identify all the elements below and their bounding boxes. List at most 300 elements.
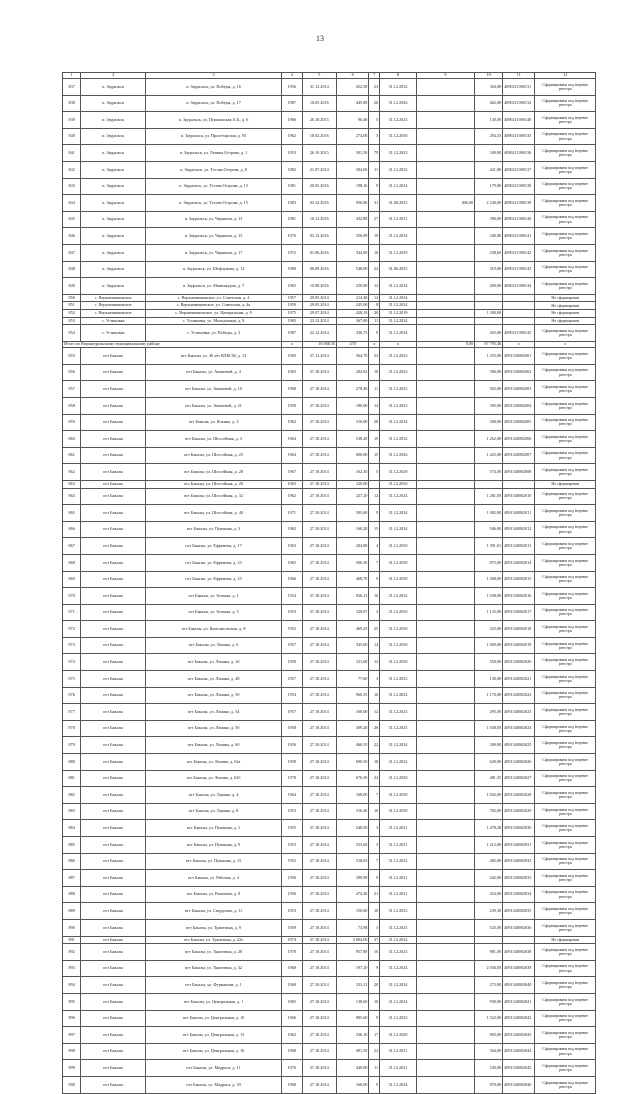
settlement-cell: пгт Бакалы	[81, 554, 146, 571]
address-cell: пгт Бакалы, ул. Рахимова, д. 8	[146, 886, 282, 903]
deadline-cell: 31.12.2029	[380, 464, 417, 481]
row-number: 852	[63, 309, 81, 317]
date-cell: 27.10.2014	[302, 1010, 337, 1027]
code-cell: 4091340002025	[503, 737, 535, 754]
area-cell: 138,60	[337, 993, 369, 1010]
deadline-cell: 31.12.2030	[380, 604, 417, 621]
deadline-cell: 31.12.2030	[380, 654, 417, 671]
year-built-cell: 1957	[282, 637, 303, 654]
address-cell: с. Устиновка, ул. Молодежная, д. 8	[146, 317, 282, 325]
residents-cell: 16	[369, 687, 380, 704]
deadline-cell: 31.12.2024	[380, 302, 417, 310]
area-cell: 452,50	[337, 79, 369, 96]
address-cell: пгт Бакалы, ул. Ларина, д. 8	[146, 803, 282, 820]
settlement-cell: пгт Бакалы	[81, 720, 146, 737]
residents-cell: 9	[369, 1010, 380, 1027]
address-cell: пгт Бакалы, ул. Комсомольская, д. 8	[146, 621, 282, 638]
settlement-cell: пгт Бакалы	[81, 654, 146, 671]
year-built-cell: 1953	[282, 145, 303, 162]
status-cell: Сформирована под ведение реестра	[535, 521, 596, 538]
area-cell: 960,35	[337, 687, 369, 704]
residents-cell: 3	[369, 919, 380, 936]
status-cell: Сформирована под ведение реестра	[535, 787, 596, 804]
row-number: 887	[63, 870, 81, 887]
year-built-cell: 1976	[282, 228, 303, 245]
row-number: 875	[63, 671, 81, 688]
area-cell: 160,00	[337, 704, 369, 721]
status-cell: Сформирована под ведение реестра	[535, 737, 596, 754]
code-cell: 4091340002007	[503, 447, 535, 464]
settlement-cell: пгт Бакалы	[81, 571, 146, 588]
column-9-cell	[416, 397, 474, 414]
address-cell: пгт Бакалы, ул. Шоссейная, д. 28	[146, 480, 282, 488]
residents-cell: 5	[369, 128, 380, 145]
settlement-cell: пгт Бакалы	[81, 803, 146, 820]
row-number: 880	[63, 754, 81, 771]
row-number: 876	[63, 687, 81, 704]
deadline-cell: 31.12.2024	[380, 993, 417, 1010]
code-cell	[503, 302, 535, 310]
year-built-cell: 1966	[282, 112, 303, 129]
date-cell: 27.10.2014	[302, 704, 337, 721]
status-cell: Сформирована под ведение реестра	[535, 754, 596, 771]
year-built-cell: 1981	[282, 211, 303, 228]
code-cell: 4090211000143	[503, 261, 535, 278]
year-built-cell: 1987	[282, 95, 303, 112]
settlement-cell: п. Зауральск	[81, 261, 146, 278]
table-row	[63, 1043, 596, 1060]
settlement-cell: пгт Бакалы	[81, 588, 146, 605]
code-cell: 4091340002044	[503, 1043, 535, 1060]
code-cell: 4091340002018	[503, 621, 535, 638]
status-cell: Сформирована под ведение реестра	[535, 886, 596, 903]
row-number: 843	[63, 178, 81, 195]
residents-cell: 31	[369, 195, 380, 212]
address-cell: пгт Бакалы, ул. Ильина, д. 3	[146, 414, 282, 431]
row-number: 870	[63, 588, 81, 605]
date-cell: 27.10.2014	[302, 1043, 337, 1060]
area-cell: 250,90	[337, 278, 369, 295]
area-cell: 336,10	[337, 1027, 369, 1044]
code-cell: 4090211000137	[503, 161, 535, 178]
address-cell: пгт Бакалы, ул. Аюкаевой, д. 10	[146, 381, 282, 398]
deadline-cell: 31.12.2025	[380, 919, 417, 936]
area-cell: 3 004,00	[337, 936, 369, 944]
year-built-cell: 1978	[282, 944, 303, 961]
area-cell: 491,50	[337, 1043, 369, 1060]
date-cell: 29.05.2014	[302, 302, 337, 310]
settlement-cell: пгт Бакалы	[81, 604, 146, 621]
code-cell: 4091340002032	[503, 853, 535, 870]
residents-cell: 3	[369, 671, 380, 688]
residents-cell: 15	[369, 447, 380, 464]
cost-cell: 549,00	[475, 1060, 503, 1077]
table-row	[63, 1076, 596, 1093]
date-cell: 27.10.2014	[302, 687, 337, 704]
area-cell: 445,80	[337, 95, 369, 112]
status-cell: Сформирована под ведение реестра	[535, 654, 596, 671]
table-row	[63, 671, 596, 688]
column-9-cell	[416, 302, 474, 310]
residents-cell: 19	[369, 228, 380, 245]
date-cell: 03.12.2016	[302, 228, 337, 245]
date-cell: 26.10.2015	[302, 112, 337, 129]
cost-cell: 1 522,00	[475, 1010, 503, 1027]
status-cell: Сформирована под ведение реестра	[535, 1076, 596, 1093]
row-number: 868	[63, 554, 81, 571]
year-built-cell: 1965	[282, 993, 303, 1010]
row-number: 873	[63, 637, 81, 654]
code-cell: 4091340002015	[503, 571, 535, 588]
deadline-cell: 31.12.2029	[380, 244, 417, 261]
column-9-cell	[416, 944, 474, 961]
area-cell: 278,46	[337, 381, 369, 398]
column-9-cell	[416, 1010, 474, 1027]
area-cell: 428,10	[337, 309, 369, 317]
year-built-cell: 1966	[282, 571, 303, 588]
residents-cell: 14	[369, 294, 380, 302]
cost-cell: 870,00	[475, 1076, 503, 1093]
settlement-cell: пгт Бакалы	[81, 1027, 146, 1044]
cost-cell	[475, 294, 503, 302]
cost-cell: 395,00	[475, 397, 503, 414]
code-cell: 4090211000135	[503, 128, 535, 145]
table-row	[63, 364, 596, 381]
settlement-cell: п. Зауральск	[81, 128, 146, 145]
cost-cell: 325,00	[475, 621, 503, 638]
group-total-cell: х	[535, 341, 596, 348]
code-cell: 4091340002010	[503, 488, 535, 505]
settlement-cell: п. Зауральск	[81, 228, 146, 245]
residents-cell: 16	[369, 588, 380, 605]
code-cell: 4091340002041	[503, 993, 535, 1010]
column-9-cell	[416, 480, 474, 488]
header-cell: 12	[535, 73, 596, 79]
date-cell: 27.10.2014	[302, 770, 337, 787]
settlement-cell: пгт Бакалы	[81, 447, 146, 464]
row-number: 893	[63, 960, 81, 977]
address-cell: п. Зауральск, ул. Тосова Острова, д. 15	[146, 195, 282, 212]
area-cell: 468,70	[337, 571, 369, 588]
column-9-cell	[416, 145, 474, 162]
cost-cell: 269,00	[475, 278, 503, 295]
year-built-cell: 1963	[282, 364, 303, 381]
table-row	[63, 302, 596, 310]
cost-cell: 295,00	[475, 704, 503, 721]
code-cell: 4091340002031	[503, 837, 535, 854]
table-row	[63, 837, 596, 854]
year-built-cell: 1959	[282, 919, 303, 936]
column-9-cell	[416, 447, 474, 464]
date-cell: 27.10.2014	[302, 754, 337, 771]
settlement-cell: пгт Бакалы	[81, 870, 146, 887]
year-built-cell: 1972	[282, 244, 303, 261]
date-cell: 27.10.2014	[302, 554, 337, 571]
column-9-cell	[416, 654, 474, 671]
row-number: 884	[63, 820, 81, 837]
table-row	[63, 820, 596, 837]
table-row	[63, 993, 596, 1010]
column-9-cell	[416, 960, 474, 977]
code-cell: 4091340002001	[503, 348, 535, 365]
residents-cell: 79	[369, 145, 380, 162]
deadline-cell: 31.12.2030	[380, 637, 417, 654]
code-cell: 4091340002003	[503, 381, 535, 398]
residents-cell: 14	[369, 637, 380, 654]
area-cell: 436,75	[337, 325, 369, 342]
address-cell: п. Зауральск, ул. Пролетарская, д. 95	[146, 128, 282, 145]
address-cell: пгт Бакалы, ул. Пушкина, д. 1	[146, 820, 282, 837]
address-cell: пгт Бакалы, ул. Ленина, д. 50	[146, 687, 282, 704]
address-cell: пгт Бакалы, ул. Ефремова, д. 17	[146, 538, 282, 555]
table-row	[63, 1010, 596, 1027]
cost-cell: 442,00	[475, 870, 503, 887]
code-cell: 4091340002014	[503, 554, 535, 571]
deadline-cell: 31.12.2021	[380, 820, 417, 837]
table-row	[63, 112, 596, 129]
status-cell: Не сформирован	[535, 294, 596, 302]
area-cell: 245,00	[337, 302, 369, 310]
residents-cell: 9	[369, 325, 380, 342]
settlement-cell: пгт Бакалы	[81, 464, 146, 481]
cost-cell: 340,80	[475, 228, 503, 245]
cost-cell: 1 391,61	[475, 538, 503, 555]
year-built-cell: 1953	[282, 803, 303, 820]
column-9-cell	[416, 488, 474, 505]
area-cell: 957,80	[337, 944, 369, 961]
residents-cell: 22	[369, 348, 380, 365]
residents-cell: 9	[369, 870, 380, 887]
residents-cell: 21	[369, 886, 380, 903]
status-cell: Сформирована под ведение реестра	[535, 903, 596, 920]
column-9-cell	[416, 621, 474, 638]
column-9-cell	[416, 720, 474, 737]
cost-cell: 981,00	[475, 944, 503, 961]
year-built-cell: 1971	[282, 505, 303, 522]
address-cell: п. Зауральск, ул. Тосова Острова, д. 8	[146, 161, 282, 178]
cost-cell: 1 281,00	[475, 488, 503, 505]
code-cell: 4091340002033	[503, 870, 535, 887]
address-cell: пгт Бакалы, ул. Ленина, д. 62б	[146, 770, 282, 787]
cost-cell: 454,00	[475, 886, 503, 903]
status-cell: Сформирована под ведение реестра	[535, 261, 596, 278]
settlement-cell: пгт Бакалы	[81, 704, 146, 721]
code-cell: 4091340002036	[503, 919, 535, 936]
column-9-cell	[416, 687, 474, 704]
address-cell: пгт Бакалы, ул. Ленина, д. 48	[146, 671, 282, 688]
row-number: 881	[63, 770, 81, 787]
date-cell: 26.10.2015	[302, 145, 337, 162]
table-row	[63, 211, 596, 228]
residents-cell: 16	[369, 244, 380, 261]
deadline-cell: 31.12.2024	[380, 505, 417, 522]
status-cell: Сформирована под ведение реестра	[535, 919, 596, 936]
cost-cell: 1 368,00	[475, 571, 503, 588]
group-total-cell: 0,00	[416, 341, 474, 348]
date-cell: 27.10.2014	[302, 480, 337, 488]
cost-cell: 782,00	[475, 803, 503, 820]
column-9-cell	[416, 820, 474, 837]
code-cell: 4091340002019	[503, 637, 535, 654]
year-built-cell: 1974	[282, 936, 303, 944]
column-9-cell	[416, 637, 474, 654]
area-cell: 564,70	[337, 348, 369, 365]
residents-cell: 7	[369, 787, 380, 804]
deadline-cell: 31.12.2021	[380, 1043, 417, 1060]
deadline-cell: 31.12.2023	[380, 145, 417, 162]
column-9-cell	[416, 521, 474, 538]
column-9-cell	[416, 671, 474, 688]
row-number: 845	[63, 211, 81, 228]
status-cell: Не сформирован	[535, 309, 596, 317]
status-cell: Сформирована под ведение реестра	[535, 161, 596, 178]
date-cell: 23.12.2014	[302, 317, 337, 325]
deadline-cell: 31.12.2022	[380, 687, 417, 704]
row-number: 899	[63, 1060, 81, 1077]
header-cell: 9	[416, 73, 474, 79]
table-row	[63, 521, 596, 538]
area-cell: 553,60	[337, 837, 369, 854]
deadline-cell: 31.12.2023	[380, 348, 417, 365]
status-cell: Сформирована под ведение реестра	[535, 1027, 596, 1044]
column-9-cell	[416, 704, 474, 721]
date-cell: 27.10.2014	[302, 364, 337, 381]
cost-cell: 1 425,00	[475, 447, 503, 464]
row-number: 869	[63, 571, 81, 588]
residents-cell: 9	[369, 178, 380, 195]
column-9-cell: 406,00	[416, 195, 474, 212]
settlement-cell: пгт Бакалы	[81, 944, 146, 961]
column-9-cell	[416, 571, 474, 588]
row-number: 898	[63, 1043, 81, 1060]
table-row	[63, 381, 596, 398]
deadline-cell: 31.12.2022	[380, 754, 417, 771]
row-number: 847	[63, 244, 81, 261]
deadline-cell: 31.12.2020	[380, 770, 417, 787]
column-9-cell	[416, 178, 474, 195]
settlement-cell: п. Зауральск	[81, 161, 146, 178]
address-cell: п. Зауральск, ул. Тосова Острова, д. 13	[146, 178, 282, 195]
year-built-cell: 1968	[282, 1043, 303, 1060]
column-9-cell	[416, 317, 474, 325]
date-cell: 20.05.2016	[302, 178, 337, 195]
table-row	[63, 936, 596, 944]
year-built-cell: 1958	[282, 720, 303, 737]
row-number: 867	[63, 538, 81, 555]
year-built-cell: 1964	[282, 431, 303, 448]
group-total-cell: х	[380, 341, 417, 348]
table-row	[63, 464, 596, 481]
table-row	[63, 447, 596, 464]
year-built-cell: 1968	[282, 381, 303, 398]
cost-cell: 482,00	[475, 853, 503, 870]
area-cell: 399,90	[337, 870, 369, 887]
code-cell: 4091340002016	[503, 588, 535, 605]
residents-cell: 14	[369, 397, 380, 414]
date-cell: 01.06.2016	[302, 244, 337, 261]
residents-cell: 27	[369, 211, 380, 228]
table-row	[63, 1027, 596, 1044]
row-number: 838	[63, 95, 81, 112]
table-row	[63, 294, 596, 302]
area-cell: 198,16	[337, 178, 369, 195]
deadline-cell: 31.12.2031	[380, 211, 417, 228]
group-total-cell: 16 066,55	[302, 341, 337, 348]
status-cell: Не сформирован	[535, 302, 596, 310]
column-9-cell	[416, 538, 474, 555]
table-row	[63, 704, 596, 721]
year-built-cell: 1956	[282, 886, 303, 903]
cost-cell: 462,00	[475, 95, 503, 112]
deadline-cell: 31.12.2026	[380, 95, 417, 112]
status-cell: Сформирована под ведение реестра	[535, 637, 596, 654]
row-number: 882	[63, 787, 81, 804]
date-cell: 27.10.2014	[302, 977, 337, 994]
cost-cell: 130,00	[475, 112, 503, 129]
code-cell: 4090211000131	[503, 79, 535, 96]
date-cell: 06.09.2016	[302, 261, 337, 278]
address-cell: пгт Бакалы, ул. Трапезина, д. 28	[146, 944, 282, 961]
residents-cell: 10	[369, 803, 380, 820]
table-row	[63, 79, 596, 96]
address-cell: п. Зауральск, ул. Шефлунова, д. 12	[146, 261, 282, 278]
cost-cell: 238,60	[475, 244, 503, 261]
table-row	[63, 505, 596, 522]
column-9-cell	[416, 853, 474, 870]
status-cell: Сформирована под ведение реестра	[535, 944, 596, 961]
code-cell	[503, 936, 535, 944]
address-cell: пгт Бакалы, ул. Аюкаевой, д. 21	[146, 397, 282, 414]
settlement-cell: пгт Бакалы	[81, 1043, 146, 1060]
column-9-cell	[416, 211, 474, 228]
row-number: 863	[63, 480, 81, 488]
cost-cell: 1 135,00	[475, 604, 503, 621]
cost-cell: 179,80	[475, 178, 503, 195]
group-total-cell: х	[369, 341, 380, 348]
status-cell: Сформирована под ведение реестра	[535, 95, 596, 112]
code-cell: 4090211000140	[503, 112, 535, 129]
address-cell: пгт Бакалы, ул. Зеленая, д. 5	[146, 604, 282, 621]
year-built-cell: 1969	[282, 348, 303, 365]
address-cell: пгт Бакалы, ул. Шоссейная, д. 32	[146, 488, 282, 505]
area-cell: 690,50	[337, 754, 369, 771]
column-9-cell	[416, 737, 474, 754]
code-cell: 4091340002011	[503, 505, 535, 522]
year-built-cell: 1957	[282, 704, 303, 721]
area-cell: 204,82	[337, 364, 369, 381]
deadline-cell: 31.12.2024	[380, 1076, 417, 1093]
year-built-cell: 1958	[282, 754, 303, 771]
deadline-cell: 31.12.2023	[380, 944, 417, 961]
column-9-cell	[416, 348, 474, 365]
status-cell: Сформирована под ведение реестра	[535, 128, 596, 145]
cost-cell: 396,00	[475, 364, 503, 381]
address-cell: пгт Бакалы, ул. Шоссейная, д. 28	[146, 464, 282, 481]
year-built-cell: 1957	[282, 671, 303, 688]
address-cell: пгт Бакалы, ул. Фурманова, д. 1	[146, 977, 282, 994]
residents-cell: 20	[369, 309, 380, 317]
table-row	[63, 228, 596, 245]
status-cell: Сформирована под ведение реестра	[535, 870, 596, 887]
residents-cell: 9	[369, 505, 380, 522]
area-cell: 985,60	[337, 1010, 369, 1027]
deadline-cell: 31.12.2030	[380, 554, 417, 571]
settlement-cell: с. Устиновка	[81, 325, 146, 342]
cost-cell: 1 478,28	[475, 820, 503, 837]
residents-cell: 9	[369, 960, 380, 977]
header-cell: 11	[503, 73, 535, 79]
table-row	[63, 1060, 596, 1077]
